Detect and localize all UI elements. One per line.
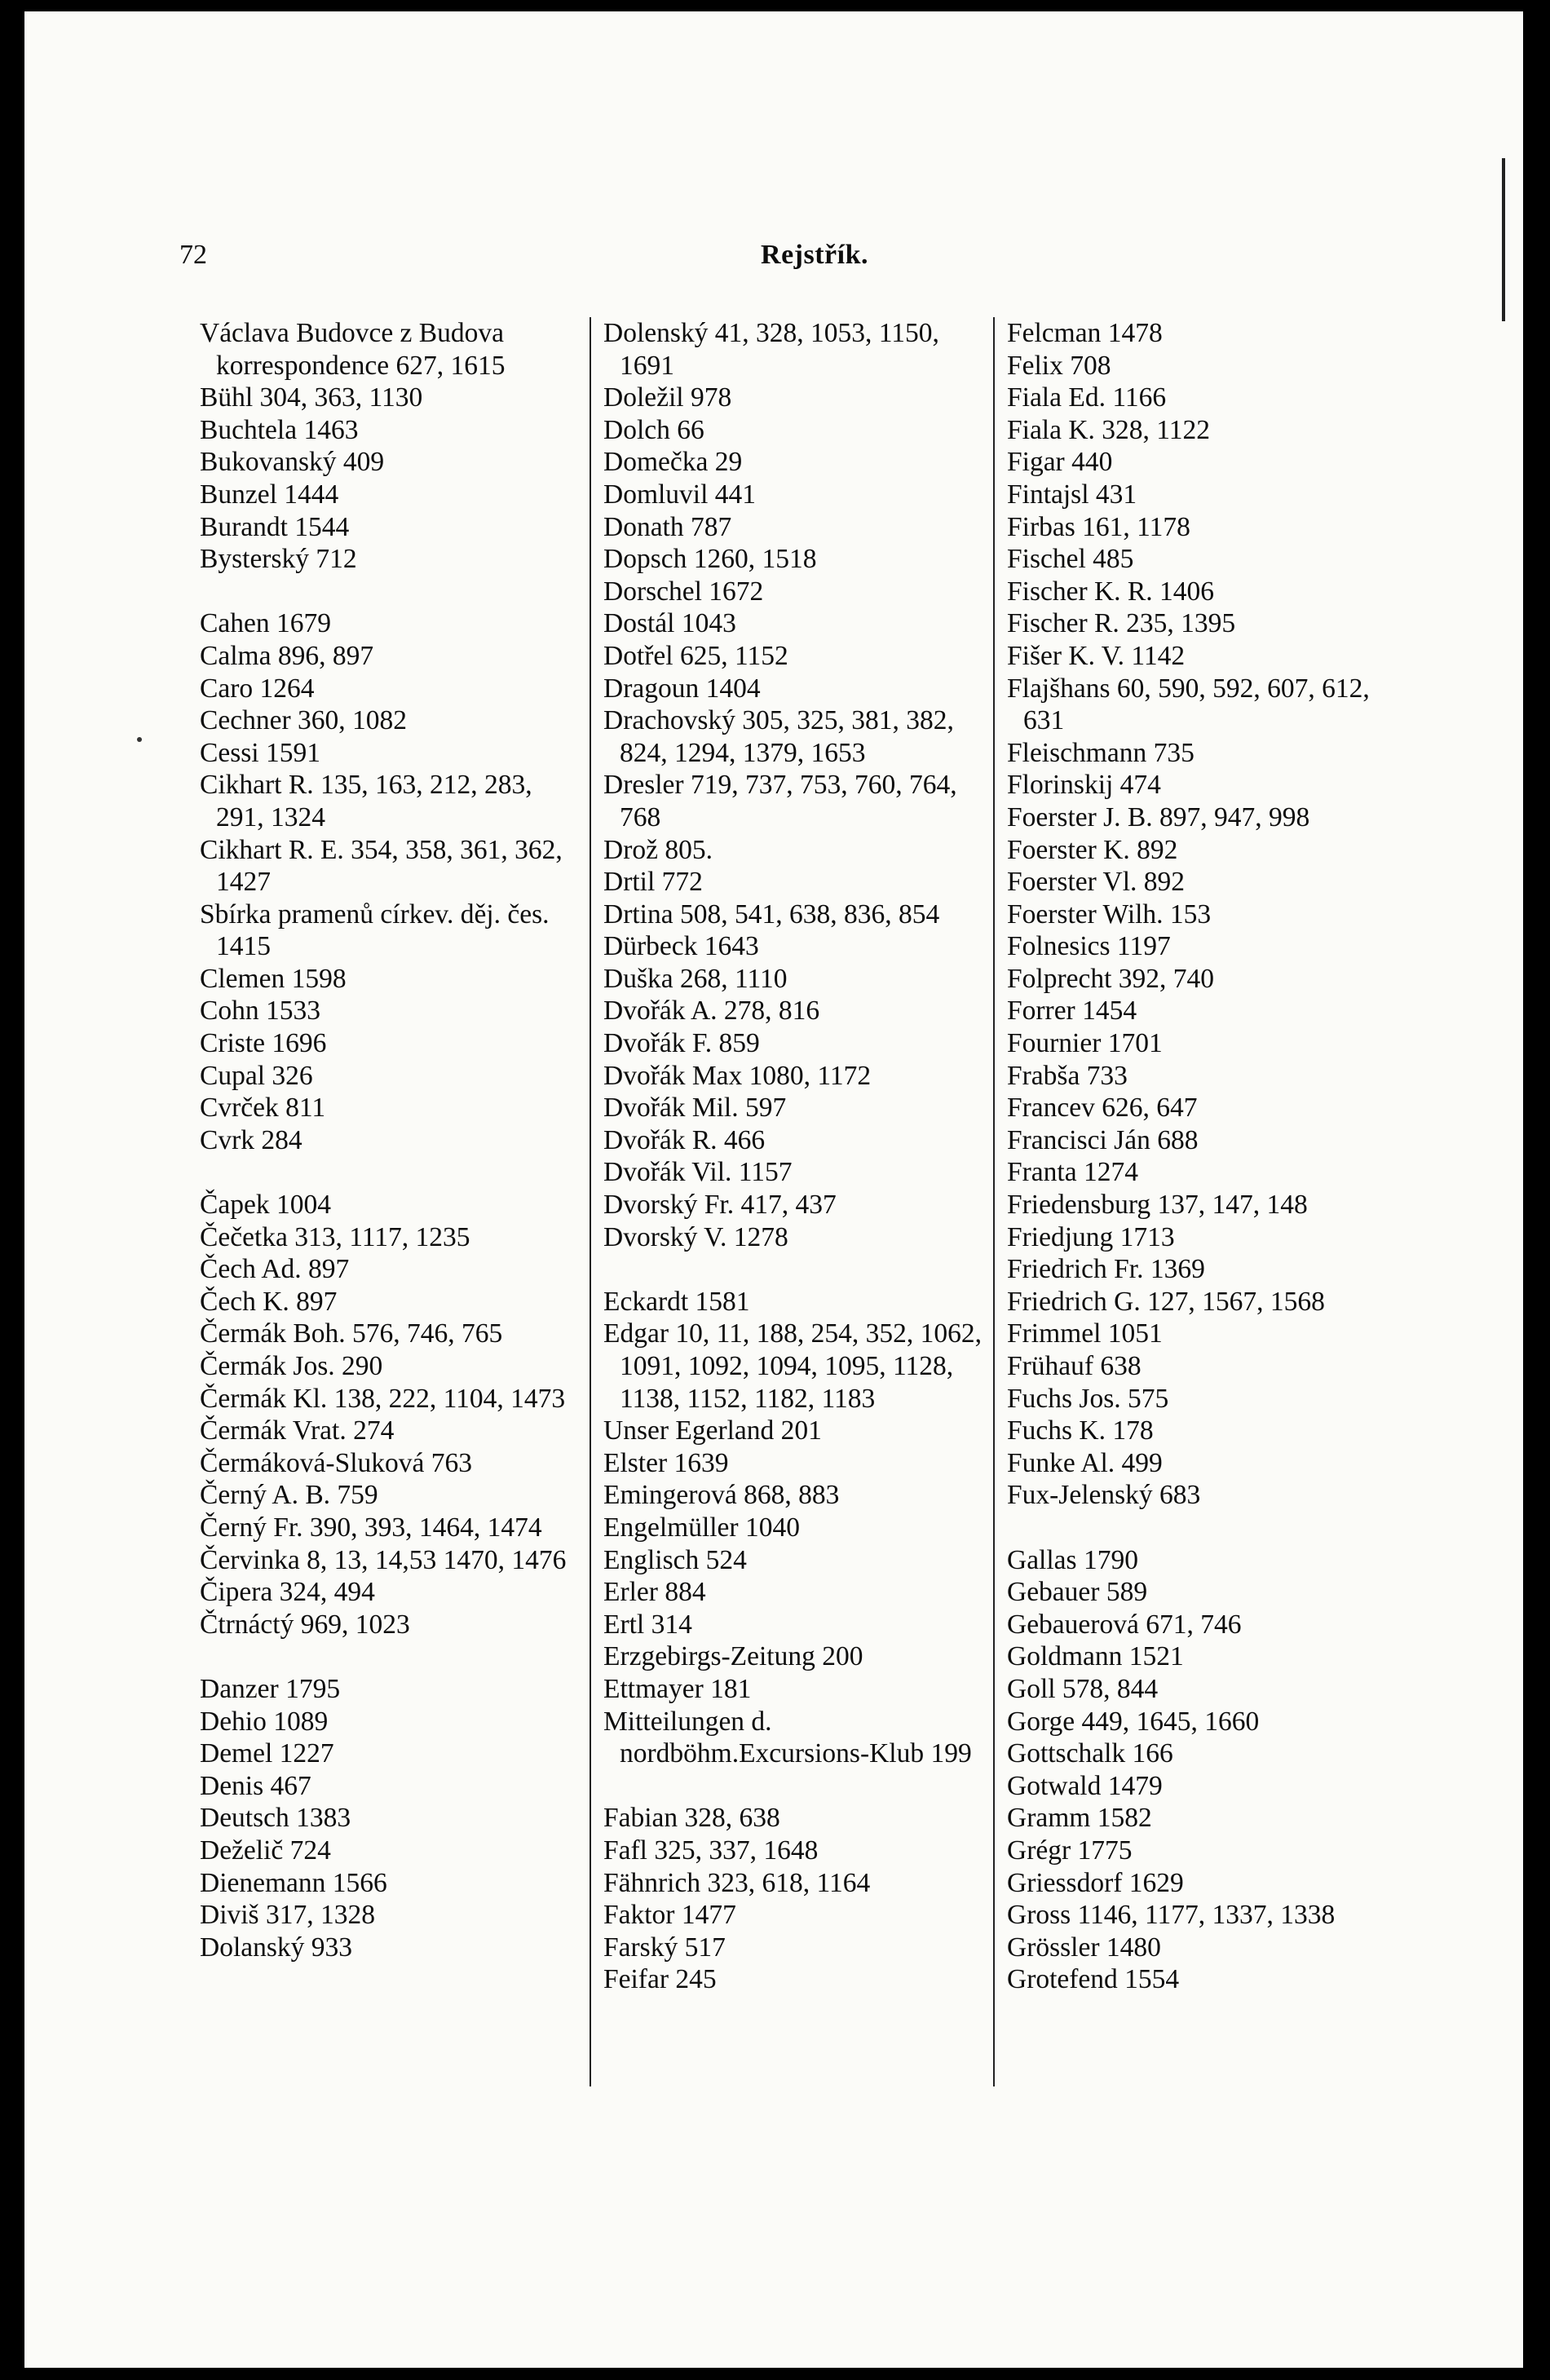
index-entry: Friedensburg 137, 147, 148 (1007, 1190, 1308, 1221)
index-entry: Goll 578, 844 (1007, 1673, 1159, 1704)
index-entry: Dvorský Fr. 417, 437 (603, 1190, 837, 1221)
index-entry: Cechner 360, 1082 (200, 705, 407, 736)
index-entry: Fähnrich 323, 618, 1164 (603, 1867, 871, 1898)
index-entry: Gotwald 1479 (1007, 1770, 1163, 1801)
index-entry: Burandt 1544 (200, 511, 350, 542)
section-gap (200, 576, 583, 608)
page-header (179, 240, 1450, 280)
index-entry: Eckardt 1581 (603, 1286, 750, 1317)
index-entry: Grössler 1480 (1007, 1932, 1161, 1963)
index-entry: Deutsch 1383 (200, 1803, 351, 1834)
index-entry: Grégr 1775 (1007, 1835, 1133, 1866)
index-entry: Čipera 324, 494 (200, 1577, 375, 1608)
index-entry: Erler 884 (603, 1577, 706, 1608)
index-entry: Černý Fr. 390, 393, 1464, 1474 (200, 1512, 542, 1543)
index-entry: Cohn 1533 (200, 996, 320, 1027)
index-entry: Čermák Boh. 576, 746, 765 (200, 1318, 503, 1349)
index-entry: Flajšhans 60, 590, 592, 607, 612, 631 (1007, 673, 1370, 736)
index-entry: Dopsch 1260, 1518 (603, 544, 817, 575)
index-entry: Danzer 1795 (200, 1673, 341, 1704)
index-entry: Frühauf 638 (1007, 1351, 1142, 1381)
index-entry: Fux-Jelenský 683 (1007, 1480, 1201, 1511)
index-entry: Fischer R. 235, 1395 (1007, 608, 1236, 639)
index-entry: Fischel 485 (1007, 544, 1134, 575)
index-entry: Funke Al. 499 (1007, 1447, 1163, 1478)
index-entry: Criste 1696 (200, 1028, 327, 1059)
index-entry: Bühl 304, 363, 1130 (200, 382, 423, 413)
index-entry: Felix 708 (1007, 350, 1111, 381)
index-entry: Černý A. B. 759 (200, 1480, 378, 1511)
index-entry: Drož 805. (603, 834, 713, 865)
index-column-3 (1007, 317, 1390, 2091)
index-column-2 (603, 317, 987, 2091)
index-entry: Dolenský 41, 328, 1053, 1150, 1691 (603, 318, 939, 381)
index-entry: Farský 517 (603, 1932, 726, 1963)
index-entry: Bukovanský 409 (200, 447, 385, 478)
index-entry: Friedrich G. 127, 1567, 1568 (1007, 1286, 1325, 1317)
index-entry: Cvrček 811 (200, 1093, 326, 1124)
index-entry: Čtrnáctý 969, 1023 (200, 1609, 410, 1640)
index-entry: Erzgebirgs-Zeitung 200 (603, 1641, 863, 1672)
index-entry: Francisci Ján 688 (1007, 1124, 1199, 1155)
index-entry: Gebauerová 671, 746 (1007, 1609, 1242, 1640)
index-entry: Domečka 29 (603, 447, 743, 478)
index-entry: Dorschel 1672 (603, 576, 764, 607)
index-entry: Edgar 10, 11, 188, 254, 352, 1062, 1091, 1092, 1094, 1095, 1128, 1138, 1152, 1182, 1183 (603, 1318, 982, 1414)
index-entry: Václava Budovce z Budova korrespondence 627, 1615 (200, 318, 506, 381)
index-entry: Calma 896, 897 (200, 640, 374, 671)
section-gap (603, 1770, 987, 1803)
index-entry: Fišer K. V. 1142 (1007, 640, 1186, 671)
index-entry: Faktor 1477 (603, 1900, 736, 1931)
index-entry: Fiala Ed. 1166 (1007, 382, 1167, 413)
index-entry: Duška 268, 1110 (603, 963, 788, 994)
index-entry: Englisch 524 (603, 1544, 747, 1575)
section-gap (603, 1253, 987, 1286)
index-entry: Dostál 1043 (603, 608, 736, 639)
index-entry: Čapek 1004 (200, 1190, 331, 1221)
index-entry: Dvořák Mil. 597 (603, 1093, 787, 1124)
index-column-1 (200, 317, 583, 2091)
page-edge-mark (1502, 158, 1505, 321)
column-divider (590, 317, 591, 2086)
index-entry: Cikhart R. E. 354, 358, 361, 362, 1427 (200, 834, 563, 898)
index-entry: Cikhart R. 135, 163, 212, 283, 291, 1324 (200, 770, 532, 832)
index-entry: Drtil 772 (603, 867, 703, 898)
index-entry: Čečetka 313, 1117, 1235 (200, 1221, 470, 1252)
index-entry: Doležil 978 (603, 382, 732, 413)
index-entry: Fintajsl 431 (1007, 479, 1137, 510)
index-entry: Forrer 1454 (1007, 996, 1137, 1027)
page-number: 72 (179, 240, 207, 270)
index-entry: Gorge 449, 1645, 1660 (1007, 1706, 1260, 1737)
index-entry: Čermák Kl. 138, 222, 1104, 1473 (200, 1383, 566, 1414)
index-entry: Griessdorf 1629 (1007, 1867, 1184, 1898)
index-entry: Frimmel 1051 (1007, 1318, 1163, 1349)
index-entry: Dehio 1089 (200, 1706, 329, 1737)
index-entry: Friedrich Fr. 1369 (1007, 1254, 1205, 1285)
index-entry: Dragoun 1404 (603, 673, 761, 704)
index-entry: Bunzel 1444 (200, 479, 339, 510)
index-entry: Deželič 724 (200, 1835, 331, 1866)
index-entry: Cessi 1591 (200, 737, 320, 768)
index-entry: Dvořák Max 1080, 1172 (603, 1060, 872, 1091)
index-entry: Francev 626, 647 (1007, 1093, 1198, 1124)
index-entry: Ertl 314 (603, 1609, 692, 1640)
column-divider (993, 317, 995, 2086)
index-entry: Diviš 317, 1328 (200, 1900, 375, 1931)
index-entry: Bysterský 712 (200, 544, 357, 575)
index-entry: Gramm 1582 (1007, 1803, 1152, 1834)
index-entry: Demel 1227 (200, 1738, 334, 1769)
index-entry: Dolch 66 (603, 414, 704, 445)
index-entry: Dvořák A. 278, 816 (603, 996, 820, 1027)
index-entry: Fuchs K. 178 (1007, 1415, 1154, 1446)
index-entry: Florinskij 474 (1007, 770, 1161, 801)
index-entry: Folprecht 392, 740 (1007, 963, 1215, 994)
index-entry: Clemen 1598 (200, 963, 347, 994)
index-entry: Čermák Jos. 290 (200, 1351, 383, 1381)
index-entry: Drtina 508, 541, 638, 836, 854 (603, 899, 940, 929)
index-entry: Čermáková-Sluková 763 (200, 1447, 473, 1478)
section-gap (200, 1156, 583, 1189)
index-columns (200, 317, 1415, 2091)
index-entry: Friedjung 1713 (1007, 1221, 1175, 1252)
index-entry: Cahen 1679 (200, 608, 331, 639)
index-entry: Gross 1146, 1177, 1337, 1338 (1007, 1900, 1336, 1931)
index-entry: Gallas 1790 (1007, 1544, 1138, 1575)
index-entry: Dotřel 625, 1152 (603, 640, 788, 671)
index-entry: Buchtela 1463 (200, 414, 359, 445)
index-entry: Foerster Wilh. 153 (1007, 899, 1212, 929)
index-entry: Dresler 719, 737, 753, 760, 764, 768 (603, 770, 957, 832)
index-entry: Mitteilungen d. nordböhm.Excursions-Klub 199 (603, 1706, 972, 1769)
index-entry: Caro 1264 (200, 673, 315, 704)
margin-dot (137, 737, 142, 742)
index-entry: Fafl 325, 337, 1648 (603, 1835, 819, 1866)
index-entry: Cvrk 284 (200, 1124, 302, 1155)
index-entry: Donath 787 (603, 511, 732, 542)
index-entry: Figar 440 (1007, 447, 1113, 478)
index-entry: Čech Ad. 897 (200, 1254, 350, 1285)
index-entry: Foerster Vl. 892 (1007, 867, 1186, 898)
index-entry: Drachovský 305, 325, 381, 382, 824, 1294, 1379, 1653 (603, 705, 954, 768)
index-entry: Foerster J. B. 897, 947, 998 (1007, 801, 1310, 832)
index-entry: Cupal 326 (200, 1060, 313, 1091)
index-entry: Denis 467 (200, 1770, 311, 1801)
index-entry: Firbas 161, 1178 (1007, 511, 1190, 542)
index-entry: Dolanský 933 (200, 1932, 353, 1963)
index-entry: Sbírka pramenů církev. děj. čes. 1415 (200, 899, 550, 962)
section-gap (1007, 1512, 1390, 1544)
page-title: Rejstřík. (761, 240, 868, 270)
index-entry: Dvořák Vil. 1157 (603, 1157, 793, 1188)
index-entry: Elster 1639 (603, 1447, 729, 1478)
index-entry: Unser Egerland 201 (603, 1415, 822, 1446)
index-entry: Dvorský V. 1278 (603, 1221, 788, 1252)
index-entry: Felcman 1478 (1007, 318, 1163, 348)
index-entry: Domluvil 441 (603, 479, 757, 510)
index-entry: Frabša 733 (1007, 1060, 1128, 1091)
index-entry: Fabian 328, 638 (603, 1803, 780, 1834)
index-entry: Engelmüller 1040 (603, 1512, 800, 1543)
index-entry: Feifar 245 (603, 1964, 717, 1995)
index-entry: Fuchs Jos. 575 (1007, 1383, 1169, 1414)
index-entry: Dürbeck 1643 (603, 931, 759, 962)
index-entry: Grotefend 1554 (1007, 1964, 1180, 1995)
index-entry: Fiala K. 328, 1122 (1007, 414, 1211, 445)
index-entry: Emingerová 868, 883 (603, 1480, 840, 1511)
index-entry: Červinka 8, 13, 14,53 1470, 1476 (200, 1544, 567, 1575)
index-entry: Fischer K. R. 1406 (1007, 576, 1215, 607)
index-entry: Foerster K. 892 (1007, 834, 1178, 865)
book-page (24, 11, 1523, 2368)
index-entry: Goldmann 1521 (1007, 1641, 1184, 1672)
index-entry: Fleischmann 735 (1007, 737, 1195, 768)
index-entry: Čermák Vrat. 274 (200, 1415, 395, 1446)
index-entry: Fournier 1701 (1007, 1028, 1163, 1059)
index-entry: Dienemann 1566 (200, 1867, 387, 1898)
index-entry: Ettmayer 181 (603, 1673, 752, 1704)
index-entry: Gottschalk 166 (1007, 1738, 1173, 1769)
index-entry: Čech K. 897 (200, 1286, 338, 1317)
index-entry: Dvořák F. 859 (603, 1028, 760, 1059)
index-entry: Dvořák R. 466 (603, 1124, 766, 1155)
section-gap (200, 1640, 583, 1673)
index-entry: Gebauer 589 (1007, 1577, 1148, 1608)
index-entry: Folnesics 1197 (1007, 931, 1171, 962)
index-entry: Franta 1274 (1007, 1157, 1138, 1188)
